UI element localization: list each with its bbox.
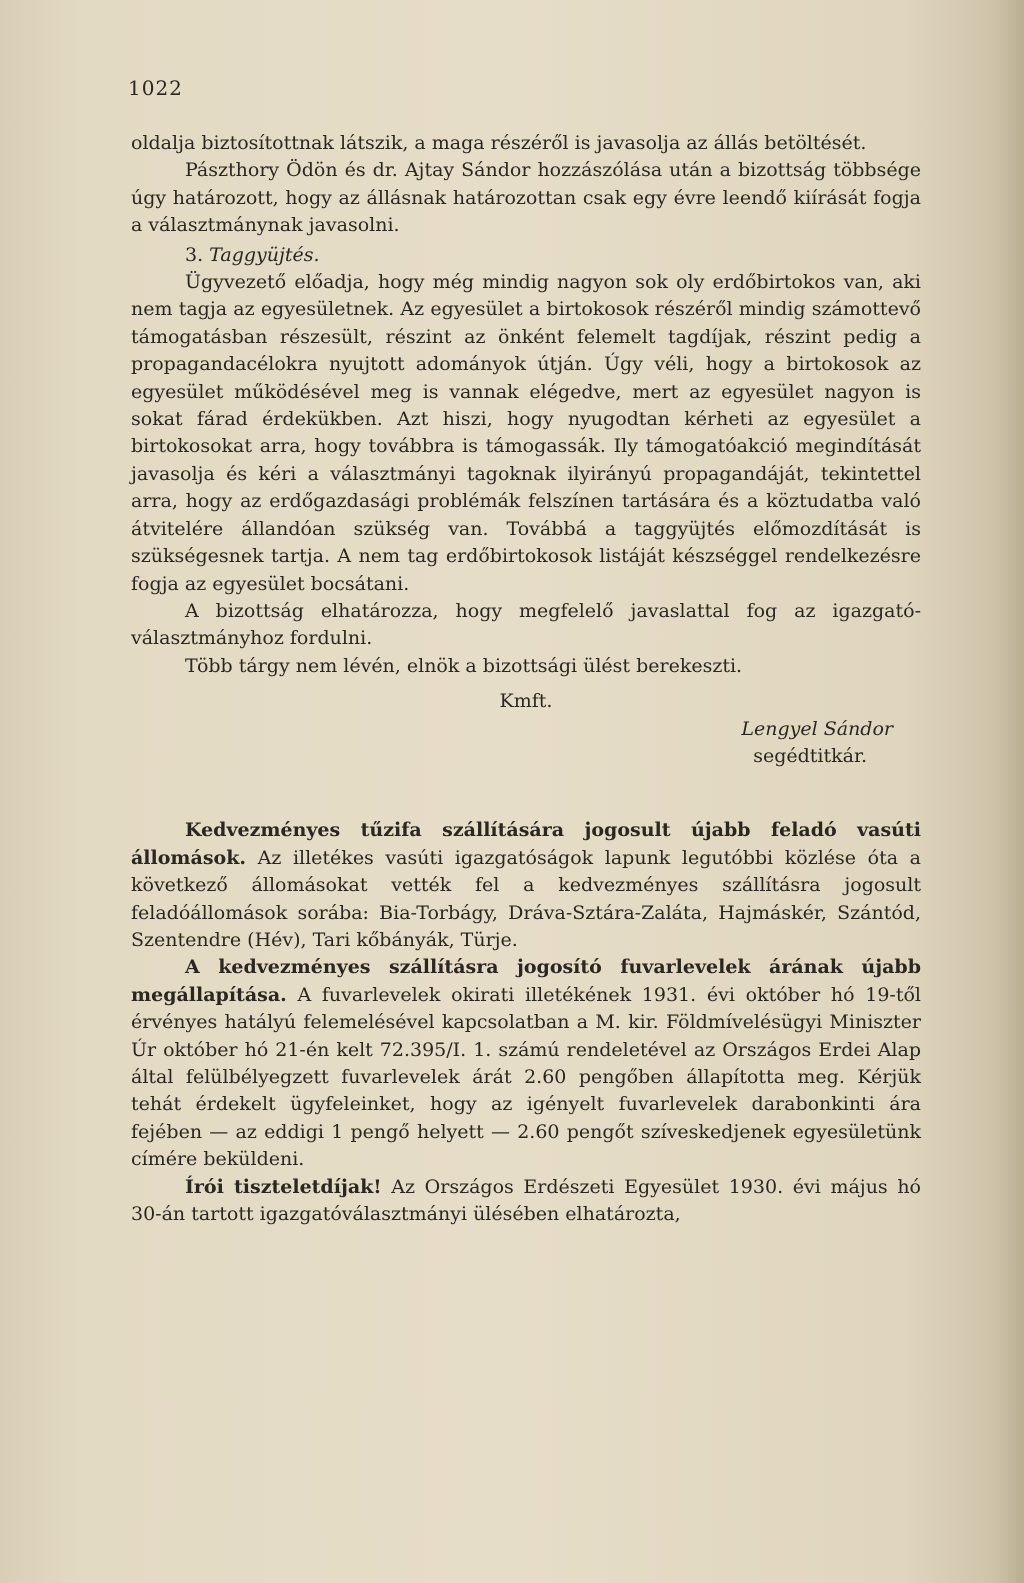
signature-name: Lengyel Sándor — [741, 717, 893, 740]
paragraph: oldalja biztosítottnak látszik, a maga részéről is javasolja az állás betöltését. — [131, 132, 867, 154]
section-heading — [131, 242, 921, 269]
notice-body: Az illetékes vasúti igazgatóságok lapunk legutóbbi közlése óta a következő állomásokat vették fel a kedvezményes szállításra jogosult feladóállomások sorába: Bia-Torbágy, Dráva-Sztára-Zaláta, Hajmáskér, Szántód, Szentendre (Hév), Tari kőbányák, Türje. — [131, 846, 921, 951]
notice-heading: Írói tiszteletdíjak! — [185, 1175, 382, 1198]
signature-title: segédtitkár. — [753, 744, 867, 767]
kmft-line: Kmft. — [499, 690, 553, 713]
notice-heading: A kedvezményes szállításra jogosító fuvarlevelek árának újabb megállapítása. — [131, 956, 921, 1006]
section-gap — [131, 770, 921, 817]
article-body — [131, 130, 921, 1228]
notice-paragraph — [131, 817, 921, 954]
notice-heading: Kedvezményes tűzifa szállítására jogosult újabb feladó vasúti állomások. — [131, 819, 921, 869]
notice-body: A fuvarlevelek okirati illetékének 1931. évi október hó 19-től érvényes hatályú felemelésével kapcsolatban a M. kir. Földmívelésügyi Miniszter Úr október hó 21-én kelt 72.395/I. 1. számú rendeletével az Országos Erdei Alap által felülbélyegzett fuvarlevelek árát 2.60 pengőben állapította meg. Kérjük tehát érdekelt ügyfeleinket, hogy az igényelt fuvarlevelek darabonkinti ára fejében — az eddigi 1 pengő helyett — 2.60 pengőt szíveskedjenek egyesületünk címére beküldeni. — [131, 983, 921, 1171]
paragraph: A bizottság elhatározza, hogy megfelelő javaslattal fog az igazgató-választmányhoz fordulni. — [131, 599, 921, 650]
section-heading-text: 3. Taggyüjtés. — [185, 243, 320, 266]
notice-paragraph — [131, 954, 921, 1173]
notice-paragraph — [131, 1174, 921, 1229]
paragraph: Több tárgy nem lévén, elnök a bizottsági ülést berekeszti. — [185, 654, 743, 677]
notice-body: Az Országos Erdészeti Egyesület 1930. évi május hó 30-án tartott igazgatóválasztmányi ülésében elhatározta, — [131, 1175, 921, 1226]
paragraph: Pászthory Ödön és dr. Ajtay Sándor hozzászólása után a bizottság többsége úgy határozott, hogy az állásnak határozottan csak egy évre leendő kiírását fogja a választmánynak javasolni. — [131, 159, 921, 237]
page-number: 1022 — [128, 76, 183, 100]
paragraph: Ügyvezető előadja, hogy még mindig nagyon sok oly erdőbirtokos van, aki nem tagja az egyesületnek. Az egyesület a birtokosok részéről mindig számottevő támogatásban részesült, részint az önként felemelt tagdíjak, részint pedig a propagandacélokra nyujtott adományok útján. Úgy véli, hogy a birtokosok az egyesület működésével meg is vannak elégedve, mert az egyesület nagyon is sokat fárad érdekükben. Azt hiszi, hogy nyugodtan kérheti az egyesület a birtokosokat arra, hogy továbbra is támogassák. Ily támogatóakció megindítását javasolja és kéri a választmányi tagoknak ilyirányú propagandáját, tekintettel arra, hogy az erdőgazdasági problémák felszínen tartására és a köztudatba való átvitelére állandóan szükség van. Továbbá a taggyüjtés előmozdítását is szükségesnek tartja. A nem tag erdőbirtokosok listáját készséggel rendelkezésre fogja az egyesület bocsátani. — [131, 271, 921, 595]
